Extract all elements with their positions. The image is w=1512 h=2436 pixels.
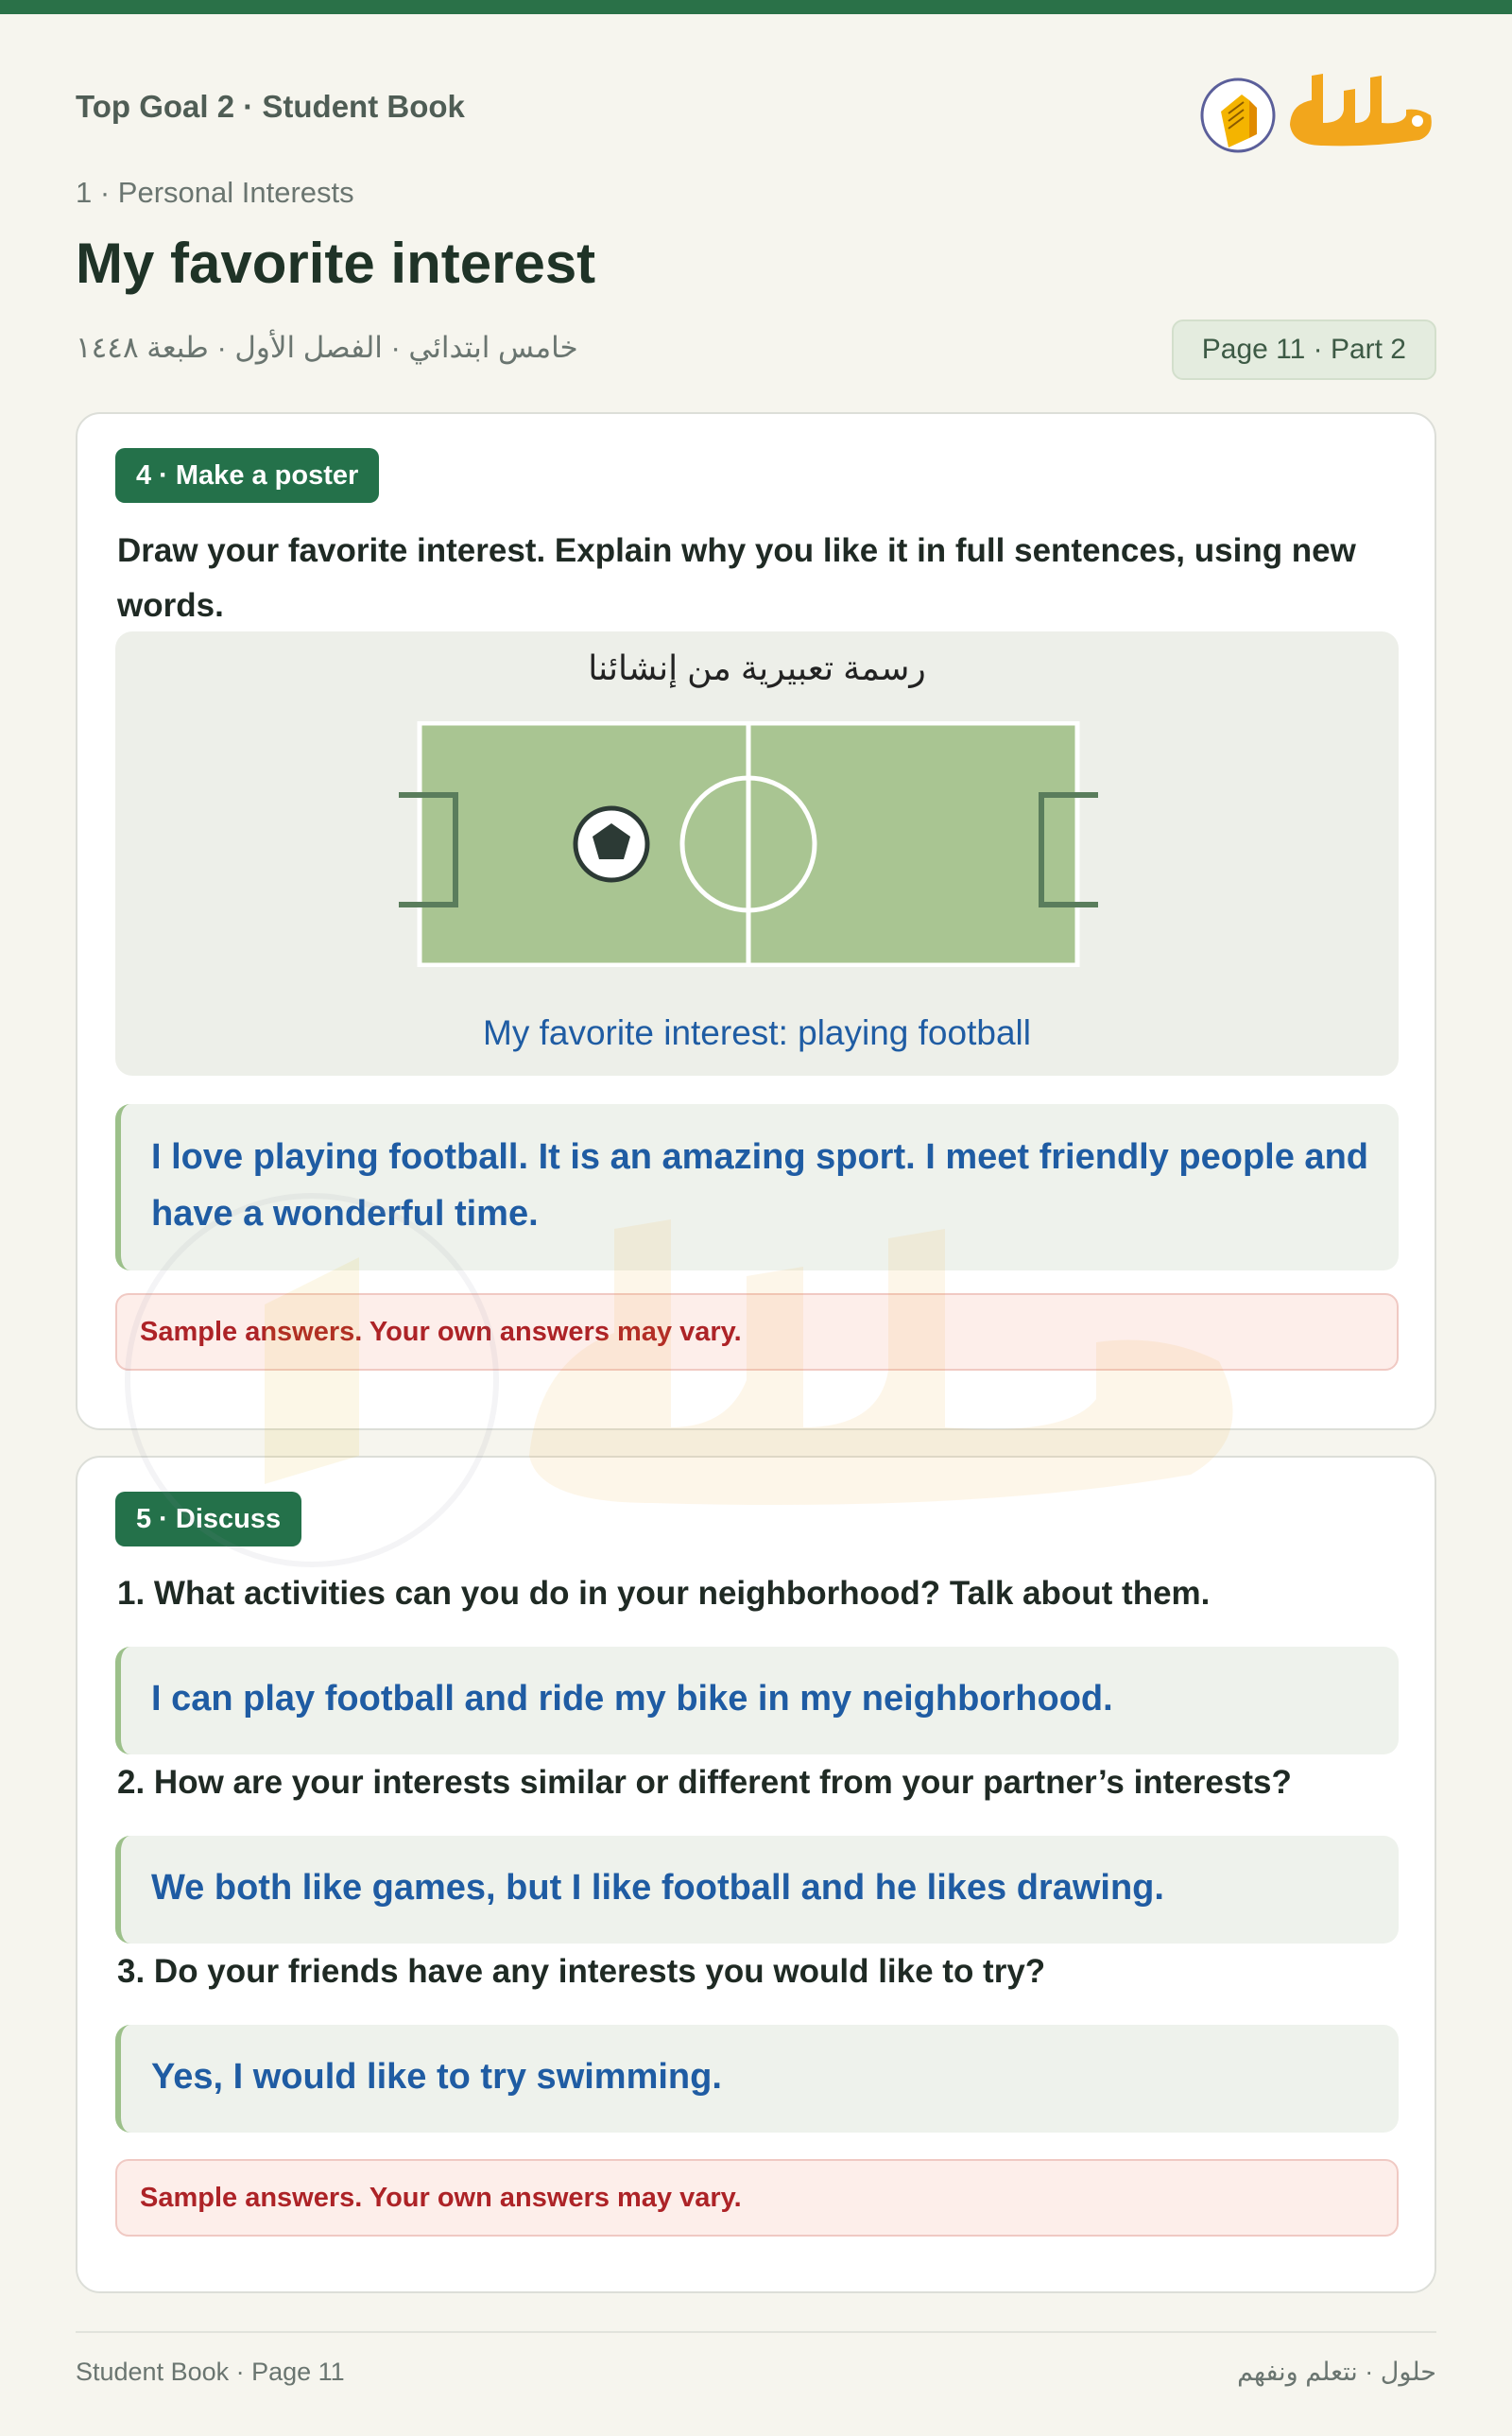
discuss-question-2: 2. How are your interests similar or different from your partner’s interests? <box>117 1764 1292 1801</box>
section-badge: 5 · Discuss <box>115 1492 301 1546</box>
poster-caption: My favorite interest: playing football <box>483 1013 1031 1052</box>
hulul-wordmark-logo-icon <box>1290 74 1432 146</box>
unit-label: 1 · Personal Interests <box>76 176 354 209</box>
page-header <box>76 0 1436 397</box>
discuss-card <box>76 1456 1436 2293</box>
poster-answer: I love playing football. It is an amazing sport. I meet friendly people and have a wonderful time. <box>115 1104 1399 1270</box>
football-field-illustration <box>399 721 1098 967</box>
discuss-answer-2: We both like games, but I like football and he likes drawing. <box>115 1836 1399 1944</box>
footer-page-label: Student Book · Page 11 <box>76 2358 345 2386</box>
section-badge: 4 · Make a poster <box>115 448 379 503</box>
poster-drawing <box>115 631 1399 1076</box>
page-part-badge: Page 11 · Part 2 <box>1172 320 1436 380</box>
footer-divider <box>76 2331 1436 2333</box>
sample-answer-note: Sample answers. Your own answers may vary. <box>115 2159 1399 2237</box>
discuss-question-3: 3. Do your friends have any interests you would like to try? <box>117 1953 1046 1990</box>
poster-heading: رسمة تعبيرية من إنشائنا <box>588 648 926 687</box>
discuss-question-1: 1. What activities can you do in your neighborhood? Talk about them. <box>117 1575 1211 1612</box>
poster-instruction: Draw your favorite interest. Explain why you like it in full sentences, using new words. <box>117 532 1356 624</box>
make-a-poster-card <box>76 412 1436 1430</box>
grade-info: خامس ابتدائي · الفصل الأول · طبعة ١٤٤٨ <box>76 331 578 364</box>
footer-brand-label: حلول · نتعلم ونفهم <box>1237 2358 1436 2386</box>
page-title: My favorite interest <box>76 232 596 295</box>
hulul-logo <box>1200 57 1436 161</box>
book-title: Top Goal 2 · Student Book <box>76 89 465 124</box>
book-flame-logo-icon <box>1202 79 1274 151</box>
sample-answer-note: Sample answers. Your own answers may vary. <box>115 1293 1399 1371</box>
football-icon <box>576 808 647 880</box>
discuss-answer-1: I can play football and ride my bike in my neighborhood. <box>115 1647 1399 1754</box>
discuss-answer-3: Yes, I would like to try swimming. <box>115 2025 1399 2133</box>
